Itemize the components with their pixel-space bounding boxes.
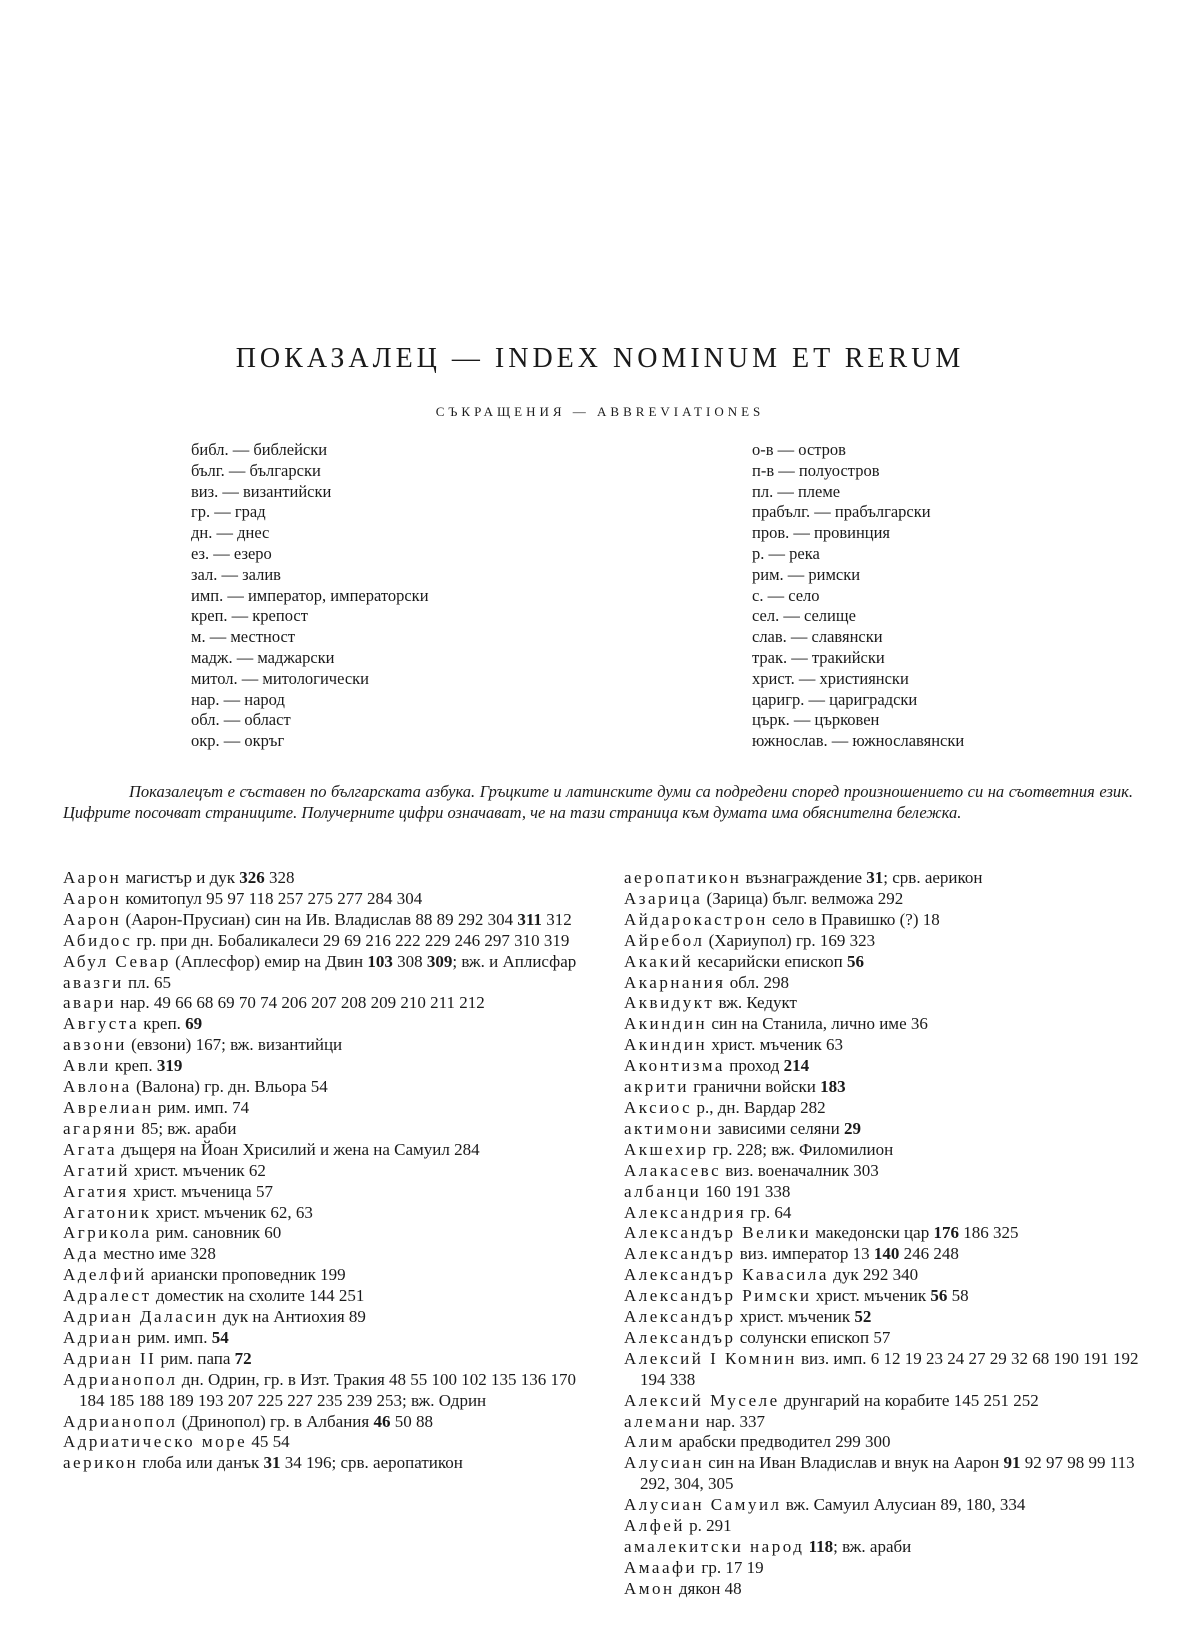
index-text: (Зарица) бълг. велможа 292 xyxy=(702,888,904,908)
index-headword: Аконтизма xyxy=(624,1056,725,1076)
index-text: ; срв. аерикон xyxy=(883,868,983,887)
index-entry xyxy=(63,1182,591,1203)
abbreviations-right-column xyxy=(752,440,964,752)
index-text: рим. имп. xyxy=(133,1327,212,1347)
index-headword: Абул Севар xyxy=(63,951,171,971)
abbreviation-item: м. — местност xyxy=(191,627,296,647)
index-entry xyxy=(624,1182,1154,1203)
index-text: нар. 337 xyxy=(701,1411,766,1431)
index-headword: Айдарокастрон xyxy=(624,909,768,929)
index-headword: Адрианопол xyxy=(63,1369,178,1389)
index-text: гр. 228; вж. Филомилион xyxy=(708,1139,894,1159)
index-text: христ. мъченик 62, 63 xyxy=(151,1202,313,1222)
index-text: виз. имп. 6 12 19 23 24 27 29 32 68 190 191 192 194 338 xyxy=(640,1348,1139,1389)
index-entry xyxy=(624,952,1154,973)
index-text: 92 97 98 99 113 292, 304, 305 xyxy=(640,1453,1135,1494)
index-headword: Амаафи xyxy=(624,1557,698,1577)
index-text: креп. xyxy=(139,1014,186,1034)
abbreviation-item: рим. — римски xyxy=(752,564,861,584)
abbreviation-item: гр. — град xyxy=(191,502,266,522)
abbreviation-item: сел. — селище xyxy=(752,606,856,626)
index-headword: Александър xyxy=(624,1244,736,1264)
index-headword: амалекитски народ xyxy=(624,1537,805,1556)
index-text: (Валона) гр. дн. Вльора 54 xyxy=(131,1077,328,1097)
index-text: р. 291 xyxy=(684,1516,732,1536)
abbreviation-item: христ. — християнски xyxy=(752,668,909,688)
index-note: Показалецът е съставен по българската азбука. Гръцките и латинските думи са подредени според произношението си на съответния език. Цифрите посочват страниците. Получерните цифри означават, че на тази страница към думата има обяснителна бележка. xyxy=(63,782,1133,822)
bold-page-ref: 52 xyxy=(854,1307,872,1327)
index-text: дук на Антиохия 89 xyxy=(218,1307,366,1327)
index-entry xyxy=(624,1098,1154,1119)
index-entry xyxy=(624,1140,1154,1161)
index-entry xyxy=(63,1244,591,1265)
index-headword: Адриатическо море xyxy=(63,1432,248,1452)
abbreviation-item: мадж. — маджарски xyxy=(191,647,335,667)
index-text: 308 xyxy=(392,951,427,971)
index-headword: Агрикола xyxy=(63,1223,152,1243)
index-headword: Адрианопол xyxy=(63,1411,178,1431)
index-text: ; вж. и Аплисфар xyxy=(452,951,577,971)
index-headword: Авлона xyxy=(63,1077,132,1097)
index-text: проход xyxy=(724,1056,784,1076)
bold-page-ref: 176 xyxy=(933,1223,959,1243)
index-headword: Адралест xyxy=(63,1286,152,1306)
abbreviation-item: църк. — църковен xyxy=(752,710,880,730)
index-text: пл. 65 xyxy=(123,972,172,992)
bold-page-ref: 31 xyxy=(263,1453,281,1473)
index-entry xyxy=(624,1432,1154,1453)
index-headword: Агата xyxy=(63,1139,118,1159)
index-text: дн. Одрин, гр. в Изт. Тракия 48 55 100 102 135 136 170 184 185 188 189 193 207 225 227 235 239 253; вж. Одрин xyxy=(79,1369,577,1410)
index-headword: Акиндин xyxy=(624,1014,708,1034)
index-headword: Алфей xyxy=(624,1516,685,1536)
index-headword: Акакий xyxy=(624,951,694,971)
index-headword: Адриан Даласин xyxy=(63,1307,219,1327)
index-headword: Аделфий xyxy=(63,1265,147,1285)
abbreviation-item: пл. — племе xyxy=(752,481,841,501)
bold-page-ref: 29 xyxy=(844,1118,861,1138)
index-entry xyxy=(624,1558,1154,1579)
index-text: христ. мъченица 57 xyxy=(128,1181,273,1201)
index-entry xyxy=(63,1119,591,1140)
index-text: 312 xyxy=(541,909,572,929)
index-text: друнгарий на корабите 145 251 252 xyxy=(779,1390,1039,1410)
index-entry xyxy=(624,868,1154,889)
index-entry xyxy=(624,1349,1154,1391)
index-entry xyxy=(624,993,1154,1014)
abbreviation-item: обл. — област xyxy=(191,710,291,730)
abbreviation-item: прабълг. — прабългарски xyxy=(752,502,931,522)
index-headword: Александър Кавасила xyxy=(624,1265,829,1285)
index-entry xyxy=(63,1223,591,1244)
bold-page-ref: 118 xyxy=(808,1537,834,1556)
index-entry xyxy=(63,1412,591,1433)
index-headword: Алексий I Комнин xyxy=(624,1348,797,1368)
index-headword: Александър xyxy=(624,1327,736,1347)
index-entry xyxy=(63,1328,591,1349)
bold-page-ref: 46 xyxy=(373,1411,391,1431)
index-headword: Абидос xyxy=(63,930,133,950)
index-entry xyxy=(624,1495,1154,1516)
abbreviation-item: царигр. — цариградски xyxy=(752,689,918,709)
index-headword: Акиндин xyxy=(624,1035,708,1055)
index-headword: Аарон xyxy=(63,888,122,908)
index-headword: Акшехир xyxy=(624,1139,709,1159)
index-headword: Александър xyxy=(624,1307,736,1327)
index-text: 246 248 xyxy=(899,1244,959,1264)
index-entry xyxy=(624,1035,1154,1056)
abbreviation-item: трак. — тракийски xyxy=(752,647,885,667)
abbreviation-item: пров. — провинция xyxy=(752,523,891,543)
index-text: (евзони) 167; вж. византийци xyxy=(126,1035,343,1055)
index-text: син на Иван Владислав и внук на Аарон xyxy=(704,1453,1004,1473)
index-text: солунски епископ 57 xyxy=(735,1327,891,1347)
index-text: дякон 48 xyxy=(674,1578,742,1598)
index-headword: Александрия xyxy=(624,1202,747,1222)
index-text: комитопул 95 97 118 257 275 277 284 304 xyxy=(121,888,423,908)
index-entry xyxy=(624,1412,1154,1433)
index-headword: Аквидукт xyxy=(624,993,715,1013)
index-entry xyxy=(624,1453,1154,1495)
index-text: дук 292 340 xyxy=(828,1265,919,1285)
index-entry xyxy=(624,1203,1154,1224)
index-text: зависими селяни xyxy=(713,1118,844,1138)
abbreviation-item: р. — река xyxy=(752,543,820,563)
index-headword: аеропатикон xyxy=(624,868,742,887)
index-entry xyxy=(624,889,1154,910)
abbreviation-item: библ. — библейски xyxy=(191,440,328,459)
bold-page-ref: 72 xyxy=(234,1348,252,1368)
bold-page-ref: 31 xyxy=(866,868,884,887)
index-text: местно име 328 xyxy=(98,1244,216,1264)
bold-page-ref: 103 xyxy=(367,951,393,971)
index-entry xyxy=(63,1432,591,1453)
abbreviation-item: зал. — залив xyxy=(191,564,281,584)
index-headword: Акарнания xyxy=(624,972,726,992)
index-headword: Алим xyxy=(624,1432,675,1452)
index-text: ариански проповедник 199 xyxy=(146,1265,346,1285)
index-entry xyxy=(63,1453,591,1474)
index-entry xyxy=(624,1223,1154,1244)
index-entry xyxy=(63,1098,591,1119)
index-headword: Александър Римски xyxy=(624,1286,812,1306)
index-text: христ. мъченик 63 xyxy=(707,1035,843,1055)
index-headword: Агатия xyxy=(63,1181,129,1201)
index-headword: Аврелиан xyxy=(63,1097,154,1117)
index-headword: актимони xyxy=(624,1118,714,1138)
index-headword: Аарон xyxy=(63,909,122,929)
index-headword: Алусиан xyxy=(624,1453,705,1473)
index-text: македонски цар xyxy=(811,1223,934,1243)
index-entry xyxy=(624,1161,1154,1182)
index-headword: Авли xyxy=(63,1056,111,1076)
abbreviation-item: слав. — славянски xyxy=(752,627,883,647)
index-entry xyxy=(624,1516,1154,1537)
index-entry xyxy=(63,868,591,889)
bold-page-ref: 69 xyxy=(185,1014,203,1034)
index-entry xyxy=(624,1286,1154,1307)
index-entry xyxy=(63,1077,591,1098)
index-text: гр. 64 xyxy=(746,1202,792,1222)
index-text: 45 54 xyxy=(247,1432,290,1452)
abbreviations-heading: СЪКРАЩЕНИЯ — ABBREVIATIONES xyxy=(435,404,765,419)
index-text: 160 191 338 xyxy=(701,1181,791,1201)
index-text: 85; вж. араби xyxy=(137,1118,237,1138)
abbreviation-item: нар. — народ xyxy=(191,689,285,709)
index-entry xyxy=(63,931,591,952)
index-headword: алемани xyxy=(624,1411,702,1431)
abbreviation-item: дн. — днес xyxy=(191,523,270,543)
abbreviation-item: бълг. — български xyxy=(191,460,321,480)
index-text: (Аарон-Прусиан) син на Ив. Владислав 88 89 292 304 xyxy=(121,909,518,929)
index-entry xyxy=(63,993,591,1014)
index-entry xyxy=(624,910,1154,931)
bold-page-ref: 326 xyxy=(239,868,265,887)
index-entry xyxy=(63,1035,591,1056)
index-entry xyxy=(624,1056,1154,1077)
index-entry xyxy=(624,1307,1154,1328)
index-entry xyxy=(63,1349,591,1370)
index-headword: албанци xyxy=(624,1181,702,1201)
index-text: 50 88 xyxy=(390,1411,433,1431)
index-text: село в Правишко (?) 18 xyxy=(767,909,940,929)
bold-page-ref: 56 xyxy=(847,951,865,971)
bold-page-ref: 214 xyxy=(783,1056,810,1076)
index-text: нар. 49 66 68 69 70 74 206 207 208 209 210 211 212 xyxy=(116,993,485,1013)
index-entry xyxy=(624,973,1154,994)
index-headword: Аксиос xyxy=(624,1097,693,1117)
index-headword: Агатоник xyxy=(63,1202,152,1222)
index-text: христ. мъченик xyxy=(811,1286,931,1306)
index-entry xyxy=(63,1286,591,1307)
index-text: вж. Самуил Алусиан 89, 180, 334 xyxy=(781,1495,1026,1515)
index-headword: Ада xyxy=(63,1244,99,1264)
index-text: обл. 298 xyxy=(725,972,789,992)
index-text: ; вж. араби xyxy=(833,1537,912,1556)
index-entry xyxy=(63,1140,591,1161)
bold-page-ref: 54 xyxy=(211,1327,229,1347)
bold-page-ref: 309 xyxy=(426,951,453,971)
index-headword: авазги xyxy=(63,972,124,992)
index-entry xyxy=(63,1370,591,1412)
index-entry xyxy=(63,910,591,931)
index-entry xyxy=(624,931,1154,952)
index-headword: авари xyxy=(63,993,116,1013)
index-headword: авзони xyxy=(63,1035,127,1055)
index-text: виз. военачалник 303 xyxy=(721,1160,879,1180)
index-text: доместик на схолите 144 251 xyxy=(151,1286,365,1306)
index-entry xyxy=(63,889,591,910)
index-text: р., дн. Вардар 282 xyxy=(692,1097,826,1117)
index-text: 328 xyxy=(264,868,295,887)
index-entry xyxy=(624,1119,1154,1140)
abbreviation-item: креп. — крепост xyxy=(191,606,308,626)
index-entry xyxy=(63,1265,591,1286)
index-headword: Адриан xyxy=(63,1327,134,1347)
index-entry xyxy=(624,1537,1154,1558)
index-entry xyxy=(624,1265,1154,1286)
index-entry xyxy=(624,1244,1154,1265)
index-headword: акрити xyxy=(624,1077,689,1097)
index-headword: Амон xyxy=(624,1578,675,1598)
index-entry xyxy=(624,1391,1154,1412)
bold-page-ref: 56 xyxy=(930,1286,948,1306)
index-entry xyxy=(63,952,591,973)
index-text: рим. сановник 60 xyxy=(151,1223,282,1243)
index-text: кесарийски епископ xyxy=(693,951,848,971)
index-entry xyxy=(624,1579,1154,1600)
index-text: рим. имп. 74 xyxy=(153,1097,250,1117)
bold-page-ref: 183 xyxy=(820,1077,846,1097)
index-headword: Адриан II xyxy=(63,1348,157,1368)
page-title: ПОКАЗАЛЕЦ — INDEX NOMINUM ET RERUM xyxy=(235,343,965,374)
index-headword: Алусиан Самуил xyxy=(624,1495,782,1515)
index-text: христ. мъченик 62 xyxy=(129,1160,266,1180)
bold-page-ref: 91 xyxy=(1003,1453,1021,1473)
index-text: възнаграждение xyxy=(741,868,867,887)
abbreviation-item: окр. — окръг xyxy=(191,731,285,751)
bold-page-ref: 319 xyxy=(156,1056,183,1076)
abbreviation-item: с. — село xyxy=(752,585,820,605)
index-text: гранични войски xyxy=(688,1077,821,1097)
index-text: (Аплесфор) емир на Двин xyxy=(170,951,368,971)
index-headword: Алакасевс xyxy=(624,1160,722,1180)
index-text: рим. папа xyxy=(156,1348,235,1368)
index-entry xyxy=(624,1328,1154,1349)
index-text: син на Станила, лично име 36 xyxy=(707,1014,928,1034)
index-entry xyxy=(63,1161,591,1182)
index-left-column xyxy=(63,868,591,1474)
index-text: (Хариупол) гр. 169 323 xyxy=(704,930,876,950)
index-entry xyxy=(63,1014,591,1035)
index-text: креп. xyxy=(110,1056,157,1076)
abbreviation-item: виз. — византийски xyxy=(191,481,332,501)
index-text: 186 325 xyxy=(958,1223,1019,1243)
abbreviation-item: п-в — полуостров xyxy=(752,460,880,480)
index-entry xyxy=(63,1203,591,1224)
bold-page-ref: 311 xyxy=(517,909,542,929)
index-text: вж. Кедукт xyxy=(714,993,797,1013)
index-text: магистър и дук xyxy=(121,868,240,887)
index-text: 58 xyxy=(947,1286,969,1306)
index-headword: Августа xyxy=(63,1014,140,1034)
index-text: гр. при дн. Бобаликалеси 29 69 216 222 229 246 297 310 319 xyxy=(132,930,570,950)
index-entry xyxy=(63,973,591,994)
index-headword: Айребол xyxy=(624,930,705,950)
abbreviation-item: митол. — митологически xyxy=(191,668,369,688)
index-headword: Аарон xyxy=(63,868,122,887)
abbreviation-item: ез. — езеро xyxy=(191,543,272,563)
abbreviation-item: о-в — остров xyxy=(752,440,846,459)
index-entry xyxy=(63,1056,591,1077)
index-headword: Агатий xyxy=(63,1160,130,1180)
index-headword: Алексий Муселе xyxy=(624,1390,780,1410)
index-text: (Дринопол) гр. в Албания xyxy=(177,1411,374,1431)
index-entry xyxy=(624,1077,1154,1098)
index-right-column xyxy=(624,868,1154,1600)
index-headword: агаряни xyxy=(63,1118,138,1138)
abbreviation-item: южнослав. — южнославянски xyxy=(752,731,965,751)
index-text: христ. мъченик xyxy=(735,1307,855,1327)
abbreviation-item: имп. — император, императорски xyxy=(191,585,429,605)
index-headword: аерикон xyxy=(63,1453,139,1473)
index-text: глоба или данък xyxy=(138,1453,264,1473)
index-entry xyxy=(63,1307,591,1328)
bold-page-ref: 140 xyxy=(873,1244,900,1264)
index-text: дъщеря на Йоан Хрисилий и жена на Самуил 284 xyxy=(117,1139,480,1159)
abbreviations-left-column xyxy=(191,440,429,752)
index-entry xyxy=(624,1014,1154,1035)
index-headword: Александър Велики xyxy=(624,1223,812,1243)
index-headword: Азарица xyxy=(624,888,703,908)
index-text: 34 196; срв. аеропатикон xyxy=(280,1453,463,1473)
index-text: виз. император 13 xyxy=(735,1244,874,1264)
index-text: арабски предводител 299 300 xyxy=(674,1432,891,1452)
index-text: гр. 17 19 xyxy=(697,1557,764,1577)
